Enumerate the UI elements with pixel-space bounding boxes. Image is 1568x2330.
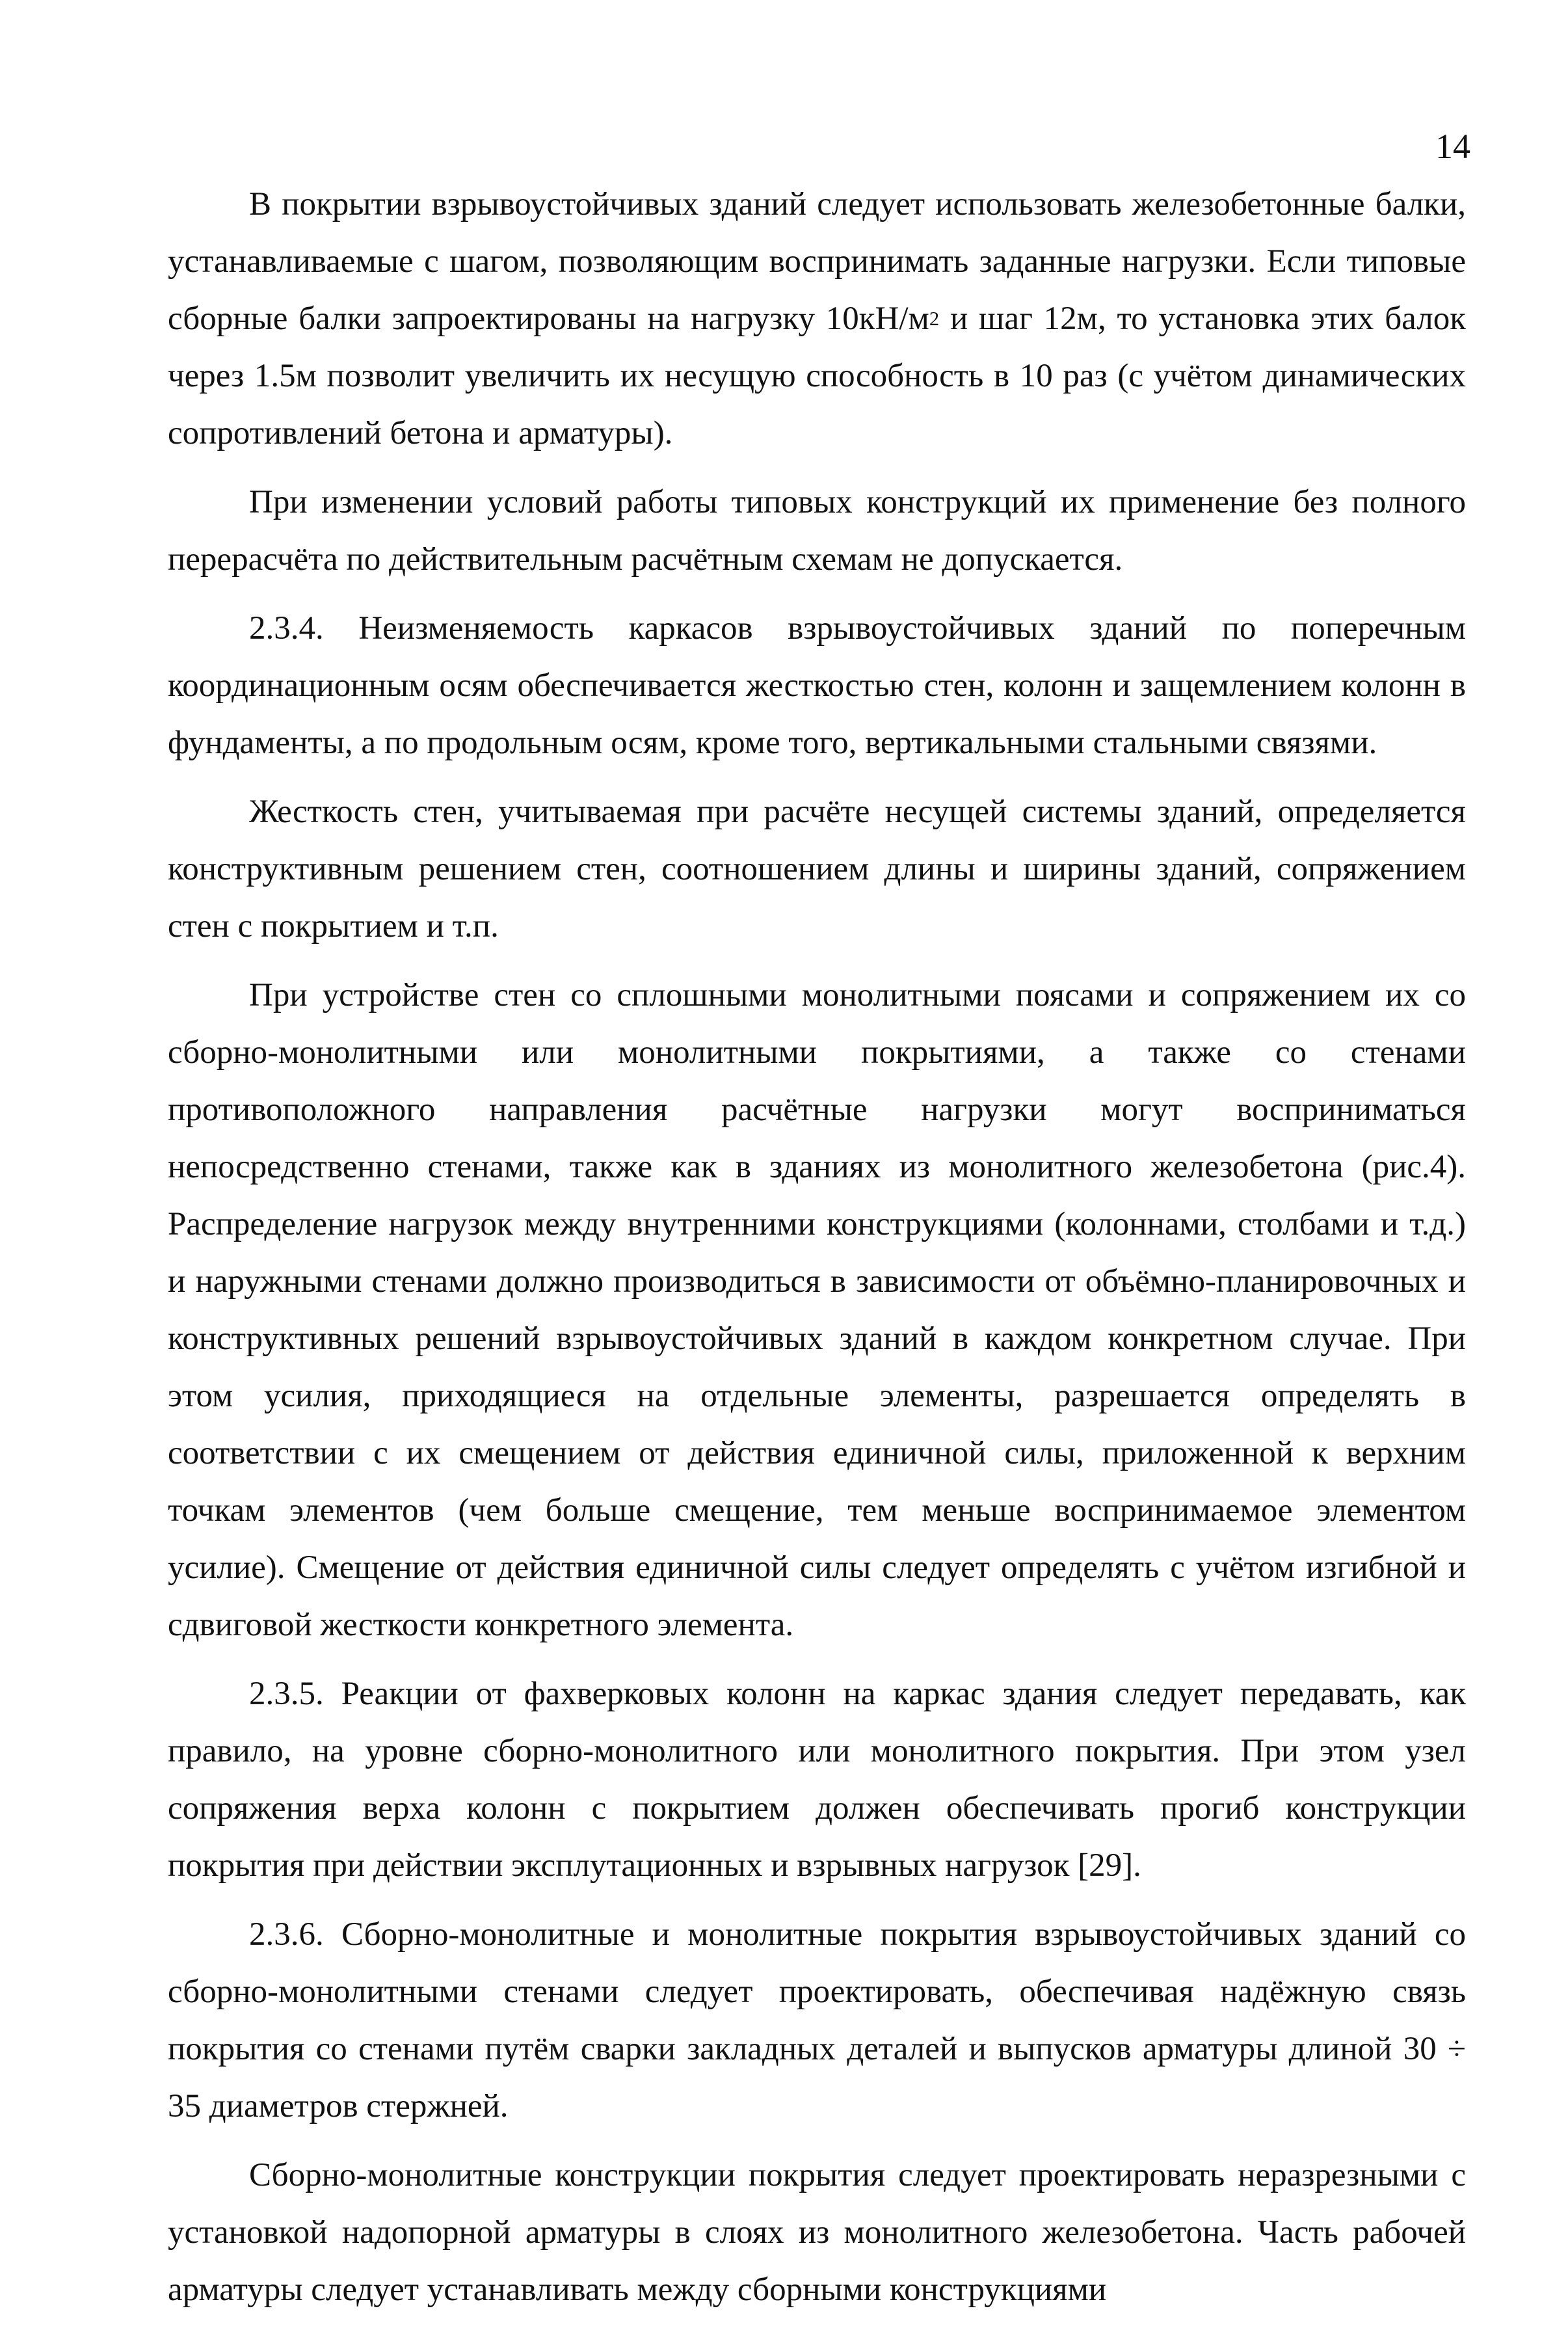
superscript: 2	[929, 307, 940, 330]
page-number: 14	[1435, 127, 1470, 166]
paragraph-text: В покрытии взрывоустойчивых зданий следует использовать железобетонные балки, устанавливаемые с шагом, позволяющим воспринимать заданные нагрузки. Если типовые сборные балки запроектированы на нагрузку 10кН/м	[168, 186, 1466, 337]
paragraph-monolithic-belts: При устройстве стен со сплошными монолитными поясами и сопряжением их со сборно-монолитными или монолитными покрытиями, а также со стенами противоположного направления расчётные нагрузки могут восприниматься непосредственно стенами, также как в зданиях из монолитного железобетона (рис.4). Распределение нагрузок между внутренними конструкциями (колоннами, столбами и т.д.) и наружными стенами должно производиться в зависимости от объёмно-планировочных и конструктивных решений взрывоустойчивых зданий в каждом конкретном случае. При этом усилия, приходящиеся на отдельные элементы, разрешается определять в соответствии с их смещением от действия единичной силы, приложенной к верхним точкам элементов (чем больше смещение, тем меньше воспринимаемое элементом усилие). Смещение от действия единичной силы следует определять с учётом изгибной и сдвиговой жесткости конкретного элемента.	[168, 977, 1466, 1643]
paragraph-wall-stiffness: Жесткость стен, учитываемая при расчёте несущей системы зданий, определяется конструктивным решением стен, соотношением длины и ширины зданий, сопряжением стен с покрытием и т.п.	[168, 794, 1466, 944]
paragraph-2-3-6: 2.3.6. Сборно-монолитные и монолитные покрытия взрывоустойчивых зданий со сборно-монолитными стенами следует проектировать, обеспечивая надёжную связь покрытия со стенами путём сварки закладных деталей и выпусков арматуры длиной 30 ÷ 35 диаметров стержней.	[168, 1916, 1466, 2124]
paragraph-text: и шаг 12м, то установка этих балок через 1.5м позволит увеличить их несущую способность в 10 раз (с учётом динамических сопротивлений бетона и арматуры).	[168, 301, 1466, 451]
paragraph-recalculation: При изменении условий работы типовых конструкций их применение без полного перерасчёта по действительным расчётным схемам не допускается.	[168, 484, 1466, 578]
paragraph-2-3-4: 2.3.4. Неизменяемость каркасов взрывоустойчивых зданий по поперечным координационным осям обеспечивается жесткостью стен, колонн и защемлением колонн в фундаменты, а по продольным осям, кроме того, вертикальными стальными связями.	[168, 610, 1466, 761]
paragraph-continuous-structures: Сборно-монолитные конструкции покрытия следует проектировать неразрезными с установкой надопорной арматуры в слоях из монолитного железобетона. Часть рабочей арматуры следует устанавливать между сборными конструкциями	[168, 2157, 1466, 2308]
paragraph-beam-spacing	[168, 176, 1466, 462]
body-text	[168, 176, 1466, 2330]
paragraph-2-3-5: 2.3.5. Реакции от фахверковых колонн на каркас здания следует передавать, как правило, на уровне сборно-монолитного или монолитного покрытия. При этом узел сопряжения верха колонн с покрытием должен обеспечивать прогиб конструкции покрытия при действии эксплутационных и взрывных нагрузок [29].	[168, 1676, 1466, 1884]
